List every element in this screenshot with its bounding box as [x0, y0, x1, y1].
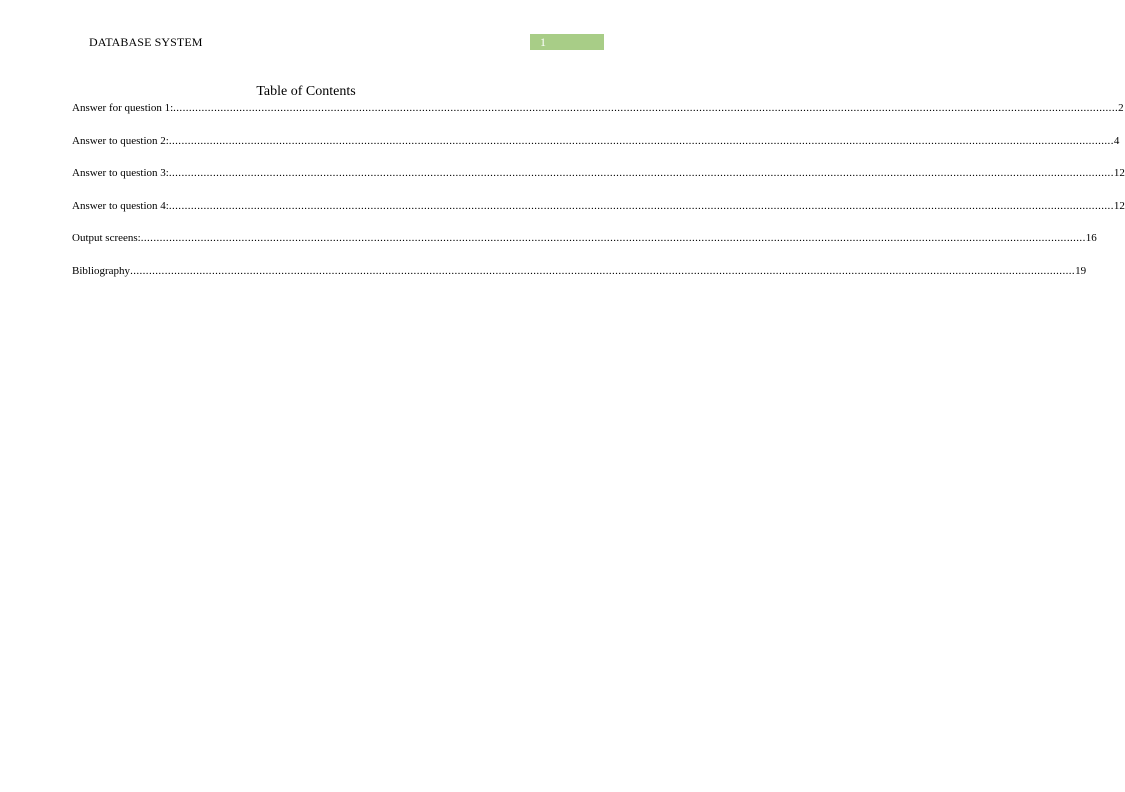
toc-entry-page: 4: [1113, 134, 1120, 147]
toc-entry-page: 19: [1075, 264, 1087, 277]
toc-dot-leader: ............................................................................................................................................................................................................................................................................................................: [168, 167, 1114, 180]
toc-dot-leader: ............................................................................................................................................................................................................................................................................................................: [130, 264, 1076, 277]
toc-entry-title: Answer to question 2:: [72, 134, 169, 147]
header-title: DATABASE SYSTEM: [89, 35, 203, 49]
toc-entry[interactable]: [72, 101, 1124, 115]
table-of-contents: [72, 101, 1125, 297]
toc-entry-title: Answer to question 3:: [72, 167, 169, 180]
toc-entry-page: 2: [1118, 102, 1124, 114]
toc-entry-title: Answer to question 4:: [72, 199, 169, 212]
toc-entry[interactable]: [72, 231, 1097, 245]
toc-entry-title: Bibliography: [72, 264, 131, 277]
toc-entry[interactable]: [72, 264, 1087, 278]
toc-dot-leader: ............................................................................................................................................................................................................................................................................................................: [173, 102, 1119, 114]
toc-entry-page: 12: [1113, 167, 1125, 180]
toc-dot-leader: ............................................................................................................................................................................................................................................................................................................: [168, 134, 1114, 147]
page-number: 1: [540, 35, 546, 49]
toc-heading: Table of Contents: [256, 84, 356, 99]
toc-dot-leader: ............................................................................................................................................................................................................................................................................................................: [140, 232, 1086, 245]
toc-entry-page: 16: [1085, 232, 1097, 245]
toc-dot-leader: ............................................................................................................................................................................................................................................................................................................: [168, 199, 1114, 212]
toc-entry[interactable]: [72, 134, 1120, 148]
toc-entry-title: Output screens:: [72, 232, 141, 245]
page-number-badge: [530, 34, 604, 50]
toc-entry-page: 12: [1113, 199, 1125, 212]
toc-entry[interactable]: [72, 199, 1125, 213]
toc-entry-title: Answer for question 1:: [72, 102, 174, 114]
toc-entry[interactable]: [72, 166, 1125, 180]
